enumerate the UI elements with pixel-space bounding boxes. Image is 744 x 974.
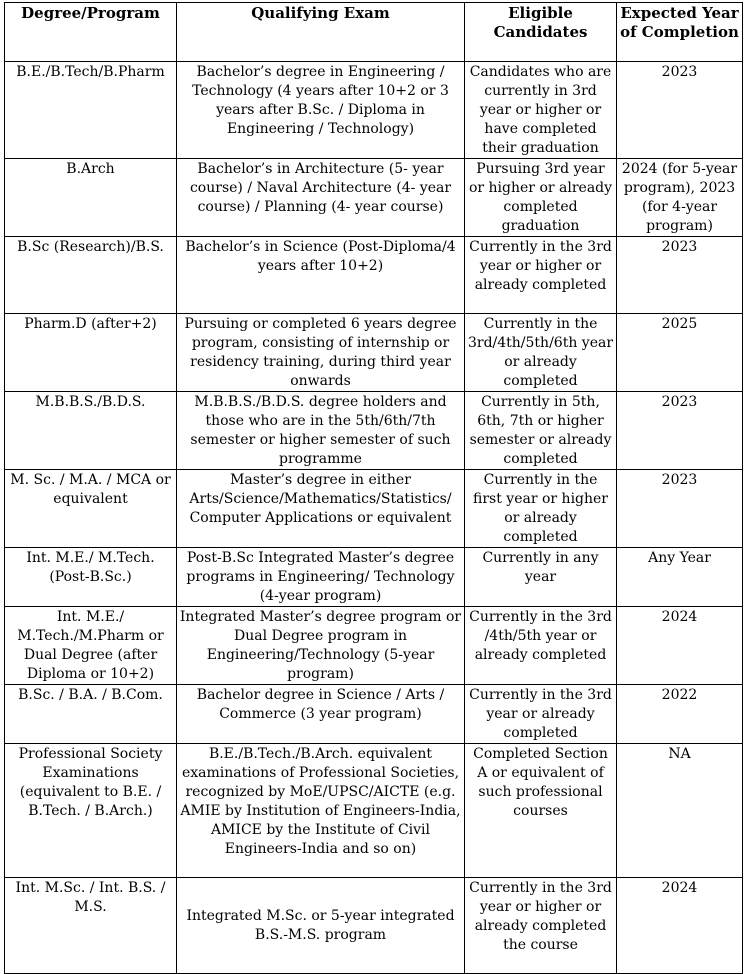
year-cell: Any Year bbox=[617, 548, 743, 607]
exam-cell: Bachelor’s degree in Engineering / Technology (4 years after 10+2 or 3 years after B.Sc. / Diploma in Engineering / Technology) bbox=[177, 62, 465, 159]
candidates-cell: Currently in any year bbox=[465, 548, 617, 607]
degree-cell: Int. M.Sc. / Int. B.S. / M.S. bbox=[5, 878, 177, 974]
exam-cell: Post-B.Sc Integrated Master’s degree programs in Engineering/ Technology (4-year program) bbox=[177, 548, 465, 607]
exam-cell: Pursuing or completed 6 years degree program, consisting of internship or residency training, during third year onwards bbox=[177, 314, 465, 392]
degree-cell: M. Sc. / M.A. / MCA or equivalent bbox=[5, 470, 177, 548]
header-candidates: Eligible Candidates bbox=[465, 3, 617, 62]
header-year: Expected Year of Completion bbox=[617, 3, 743, 62]
table-row bbox=[5, 744, 743, 878]
exam-cell: Bachelor’s in Architecture (5- year course) / Naval Architecture (4- year course) / Planning (4- year course) bbox=[177, 159, 465, 237]
candidates-cell: Currently in the 3rd year or already completed bbox=[465, 685, 617, 744]
exam-cell: Bachelor degree in Science / Arts / Commerce (3 year program) bbox=[177, 685, 465, 744]
table-row bbox=[5, 159, 743, 237]
degree-cell: B.Sc. / B.A. / B.Com. bbox=[5, 685, 177, 744]
header-exam: Qualifying Exam bbox=[177, 3, 465, 62]
year-cell: 2025 bbox=[617, 314, 743, 392]
candidates-cell: Currently in the 3rd/4th/5th/6th year or already completed bbox=[465, 314, 617, 392]
degree-cell: Int. M.E./ M.Tech./M.Pharm or Dual Degree (after Diploma or 10+2) bbox=[5, 607, 177, 685]
candidates-cell: Candidates who are currently in 3rd year or higher or have completed their graduation bbox=[465, 62, 617, 159]
year-cell: 2023 bbox=[617, 470, 743, 548]
degree-cell: B.Sc (Research)/B.S. bbox=[5, 237, 177, 314]
candidates-cell: Pursuing 3rd year or higher or already completed graduation bbox=[465, 159, 617, 237]
degree-cell: B.Arch bbox=[5, 159, 177, 237]
candidates-cell: Currently in the 3rd year or higher or already completed bbox=[465, 237, 617, 314]
year-cell: 2024 bbox=[617, 607, 743, 685]
table-row bbox=[5, 878, 743, 974]
candidates-cell: Completed Section A or equivalent of such professional courses bbox=[465, 744, 617, 878]
degree-cell: Professional Society Examinations (equivalent to B.E. / B.Tech. / B.Arch.) bbox=[5, 744, 177, 878]
year-cell: 2023 bbox=[617, 237, 743, 314]
degree-cell: Int. M.E./ M.Tech. (Post-B.Sc.) bbox=[5, 548, 177, 607]
table-row bbox=[5, 470, 743, 548]
exam-cell: M.B.B.S./B.D.S. degree holders and those who are in the 5th/6th/7th semester or higher semester of such programme bbox=[177, 392, 465, 470]
table-row bbox=[5, 685, 743, 744]
header-row bbox=[5, 3, 743, 62]
degree-cell: M.B.B.S./B.D.S. bbox=[5, 392, 177, 470]
year-cell: NA bbox=[617, 744, 743, 878]
table-row bbox=[5, 62, 743, 159]
table-row bbox=[5, 237, 743, 314]
candidates-cell: Currently in the 3rd year or higher or already completed the course bbox=[465, 878, 617, 974]
table-row bbox=[5, 392, 743, 470]
table-row bbox=[5, 314, 743, 392]
exam-cell: Integrated Master’s degree program or Dual Degree program in Engineering/Technology (5-year program) bbox=[177, 607, 465, 685]
candidates-cell: Currently in the 3rd /4th/5th year or already completed bbox=[465, 607, 617, 685]
exam-cell: Integrated M.Sc. or 5-year integrated B.S.-M.S. program bbox=[177, 878, 465, 974]
table-row bbox=[5, 607, 743, 685]
year-cell: 2023 bbox=[617, 392, 743, 470]
exam-cell: B.E./B.Tech./B.Arch. equivalent examinations of Professional Societies, recognized by MoE/UPSC/AICTE (e.g. AMIE by Institution of Engineers-India, AMICE by the Institute of Civil Engineers-India and so on) bbox=[177, 744, 465, 878]
eligibility-table bbox=[4, 2, 743, 974]
degree-cell: Pharm.D (after+2) bbox=[5, 314, 177, 392]
year-cell: 2024 (for 5-year program), 2023 (for 4-year program) bbox=[617, 159, 743, 237]
header-degree: Degree/Program bbox=[5, 3, 177, 62]
year-cell: 2023 bbox=[617, 62, 743, 159]
degree-cell: B.E./B.Tech/B.Pharm bbox=[5, 62, 177, 159]
candidates-cell: Currently in the first year or higher or already completed bbox=[465, 470, 617, 548]
year-cell: 2024 bbox=[617, 878, 743, 974]
year-cell: 2022 bbox=[617, 685, 743, 744]
exam-cell: Master’s degree in either Arts/Science/Mathematics/Statistics/ Computer Applications or equivalent bbox=[177, 470, 465, 548]
exam-cell: Bachelor’s in Science (Post-Diploma/4 years after 10+2) bbox=[177, 237, 465, 314]
table-row bbox=[5, 548, 743, 607]
candidates-cell: Currently in 5th, 6th, 7th or higher semester or already completed bbox=[465, 392, 617, 470]
